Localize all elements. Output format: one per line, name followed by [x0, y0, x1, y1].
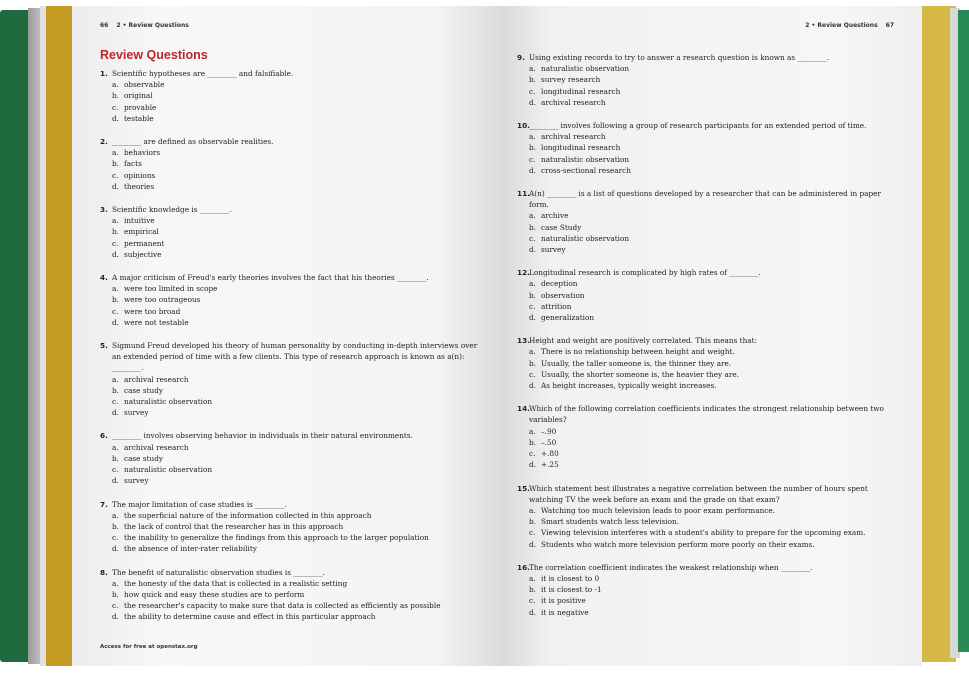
answer-option — [112, 385, 480, 396]
option-letter: a. — [529, 279, 536, 289]
option-text: survey — [124, 476, 149, 486]
question-number: 14. — [517, 404, 530, 414]
option-letter: d. — [529, 539, 536, 549]
option-text: Viewing television interferes with a student's ability to prepare for the upcoming exam. — [541, 528, 866, 538]
answer-options — [517, 573, 902, 618]
answer-option — [529, 233, 902, 244]
answer-options — [100, 283, 480, 328]
question-text: The correlation coefficient indicates the weakest relationship when ________. — [529, 562, 813, 572]
option-text: Smart students watch less television. — [541, 517, 680, 527]
answer-option — [529, 154, 902, 165]
option-letter: b. — [529, 75, 536, 85]
answer-option — [529, 437, 902, 448]
option-text: –.50 — [541, 437, 557, 447]
option-letter: b. — [112, 227, 119, 237]
answer-option — [529, 358, 902, 369]
question-number: 2. — [100, 137, 108, 147]
question-list-left — [100, 68, 480, 635]
answer-options — [517, 131, 902, 176]
option-letter: d. — [112, 113, 119, 123]
answer-option — [529, 210, 902, 221]
answer-option — [112, 102, 480, 113]
option-letter: d. — [529, 313, 536, 323]
option-text: it is closest to -1 — [541, 585, 602, 595]
right-running-head: 2 • Review Questions — [805, 22, 878, 29]
question-text: Height and weight are positively correlated. This means that: — [529, 336, 758, 346]
option-text: generalization — [541, 313, 595, 323]
option-letter: b. — [529, 143, 536, 153]
option-letter: d. — [112, 544, 119, 554]
answer-option — [529, 607, 902, 618]
option-text: it is negative — [541, 607, 589, 617]
book-spine-accent-left — [46, 6, 72, 666]
option-text: facts — [124, 159, 142, 169]
question-number: 16. — [517, 562, 530, 572]
question-item — [100, 204, 480, 260]
option-text: provable — [124, 102, 157, 112]
answer-option — [112, 532, 480, 543]
option-letter: a. — [112, 374, 119, 384]
answer-option — [529, 426, 902, 437]
option-letter: c. — [529, 233, 536, 243]
option-letter: b. — [529, 222, 536, 232]
option-letter: a. — [529, 426, 536, 436]
answer-option — [112, 521, 480, 532]
option-text: empirical — [124, 227, 159, 237]
answer-option — [529, 165, 902, 176]
option-letter: b. — [529, 358, 536, 368]
answer-option — [529, 527, 902, 538]
answer-option — [529, 63, 902, 74]
option-letter: a. — [112, 148, 119, 158]
answer-option — [529, 290, 902, 301]
option-text: case Study — [541, 222, 582, 232]
option-text: naturalistic observation — [541, 64, 630, 74]
answer-option — [529, 244, 902, 255]
option-text: original — [124, 91, 153, 101]
option-letter: b. — [112, 385, 119, 395]
question-item — [100, 499, 480, 555]
option-text: Watching too much television leads to poor exam performance. — [541, 505, 775, 515]
option-text: opinions — [124, 170, 156, 180]
option-text: naturalistic observation — [541, 154, 630, 164]
option-letter: a. — [112, 216, 119, 226]
option-text: +.25 — [541, 460, 559, 470]
option-letter: d. — [529, 165, 536, 175]
answer-option — [112, 306, 480, 317]
answer-option — [529, 459, 902, 470]
option-text: archival research — [541, 132, 606, 142]
option-text: the inability to generalize the findings from this approach to the larger population — [124, 533, 429, 543]
answer-option — [529, 278, 902, 289]
option-text: survey — [124, 408, 149, 418]
answer-options — [100, 442, 480, 487]
question-number: 15. — [517, 483, 530, 493]
answer-option — [529, 222, 902, 233]
question-line — [100, 499, 480, 510]
option-letter: b. — [529, 437, 536, 447]
option-letter: d. — [529, 607, 536, 617]
option-text: testable — [124, 113, 154, 123]
answer-option — [112, 510, 480, 521]
option-letter: c. — [529, 528, 536, 538]
option-letter: a. — [529, 573, 536, 583]
answer-option — [112, 147, 480, 158]
answer-option — [112, 113, 480, 124]
question-number: 6. — [100, 431, 108, 441]
option-text: the researcher's capacity to make sure that data is collected as efficiently as possible — [124, 601, 441, 611]
option-letter: c. — [529, 369, 536, 379]
option-letter: b. — [112, 453, 119, 463]
question-line — [517, 483, 902, 505]
answer-option — [112, 453, 480, 464]
question-item — [517, 120, 902, 176]
answer-options — [100, 374, 480, 419]
answer-options — [100, 147, 480, 192]
answer-options — [517, 426, 902, 471]
option-letter: a. — [529, 211, 536, 221]
answer-options — [100, 215, 480, 260]
option-text: Usually, the shorter someone is, the heavier they are. — [541, 369, 739, 379]
question-text: The major limitation of case studies is ________. — [112, 499, 287, 509]
option-text: it is closest to 0 — [541, 573, 600, 583]
answer-option — [529, 369, 902, 380]
answer-options — [100, 510, 480, 555]
question-item — [100, 272, 480, 328]
answer-option — [529, 595, 902, 606]
option-text: the honesty of the data that is collected in a realistic setting — [124, 578, 348, 588]
option-letter: c. — [529, 301, 536, 311]
option-letter: a. — [112, 80, 119, 90]
option-letter: c. — [112, 170, 119, 180]
left-page-number: 66 — [100, 22, 109, 29]
answer-option — [112, 543, 480, 554]
option-text: permanent — [124, 238, 165, 248]
option-text: observable — [124, 80, 165, 90]
left-page — [72, 6, 500, 666]
question-item — [517, 52, 902, 108]
option-text: were not testable — [124, 317, 189, 327]
left-running-head: 2 • Review Questions — [116, 22, 189, 29]
question-item — [517, 483, 902, 550]
option-text: attrition — [541, 301, 572, 311]
option-letter: a. — [112, 442, 119, 452]
right-page — [500, 6, 922, 666]
option-text: –.90 — [541, 426, 557, 436]
option-text: theories — [124, 181, 155, 191]
answer-options — [517, 505, 902, 550]
option-text: observation — [541, 290, 585, 300]
option-text: were too limited in scope — [124, 284, 218, 294]
answer-option — [112, 407, 480, 418]
question-line — [517, 403, 902, 425]
answer-option — [529, 346, 902, 357]
question-number: 4. — [100, 273, 108, 283]
answer-option — [112, 249, 480, 260]
question-item — [100, 136, 480, 192]
option-text: naturalistic observation — [541, 233, 630, 243]
answer-option — [112, 600, 480, 611]
option-letter: c. — [112, 397, 119, 407]
answer-option — [112, 79, 480, 90]
answer-option — [529, 131, 902, 142]
question-item — [517, 335, 902, 391]
option-letter: b. — [112, 589, 119, 599]
option-letter: c. — [529, 154, 536, 164]
answer-option — [112, 475, 480, 486]
answer-option — [529, 539, 902, 550]
option-letter: d. — [112, 181, 119, 191]
option-letter: c. — [529, 86, 536, 96]
question-text: Which of the following correlation coefficients indicates the strongest relationship between two variables? — [529, 404, 884, 425]
answer-option — [112, 283, 480, 294]
option-letter: c. — [112, 102, 119, 112]
question-line — [517, 52, 902, 63]
answer-option — [112, 158, 480, 169]
question-number: 11. — [517, 189, 530, 199]
answer-option — [112, 90, 480, 101]
question-line — [517, 188, 902, 210]
right-page-number: 67 — [885, 22, 894, 29]
option-text: +.80 — [541, 449, 559, 459]
option-letter: b. — [112, 295, 119, 305]
option-text: deception — [541, 279, 578, 289]
option-letter: b. — [529, 585, 536, 595]
answer-options — [517, 278, 902, 323]
option-text: intuitive — [124, 216, 155, 226]
option-letter: c. — [112, 306, 119, 316]
option-letter: a. — [529, 505, 536, 515]
question-number: 9. — [517, 53, 525, 62]
question-number: 8. — [100, 567, 108, 577]
answer-option — [112, 589, 480, 600]
right-page-header — [805, 22, 894, 29]
answer-options — [100, 578, 480, 623]
option-text: behaviors — [124, 148, 161, 158]
question-text: ________ involves following a group of research participants for an extended period of time. — [529, 121, 867, 131]
option-letter: c. — [529, 596, 536, 606]
question-text: A major criticism of Freud's early theories involves the fact that his theories ________. — [112, 273, 429, 283]
option-text: naturalistic observation — [124, 397, 213, 407]
option-letter: c. — [112, 533, 119, 543]
option-text: subjective — [124, 249, 162, 259]
question-line — [517, 335, 902, 346]
question-line — [517, 562, 902, 573]
option-letter: d. — [112, 317, 119, 327]
answer-option — [529, 301, 902, 312]
book-cover-right — [958, 10, 969, 652]
option-letter: c. — [112, 465, 119, 475]
answer-option — [112, 238, 480, 249]
option-text: were too outrageous — [124, 295, 201, 305]
option-text: the absence of inter-rater reliability — [124, 544, 257, 554]
question-item — [100, 430, 480, 486]
option-letter: a. — [529, 64, 536, 74]
option-letter: d. — [529, 245, 536, 255]
option-letter: d. — [529, 460, 536, 470]
option-text: case study — [124, 385, 163, 395]
option-text: archival research — [541, 97, 606, 107]
option-text: As height increases, typically weight increases. — [541, 381, 717, 391]
answer-option — [529, 584, 902, 595]
question-text: Which statement best illustrates a negative correlation between the number of hours spent watching TV the week before an exam and the grade on that exam? — [529, 483, 868, 504]
option-text: how quick and easy these studies are to perform — [124, 589, 305, 599]
answer-option — [112, 317, 480, 328]
question-line — [100, 136, 480, 147]
question-line — [517, 267, 902, 278]
option-text: Students who watch more television perform more poorly on their exams. — [541, 539, 815, 549]
option-text: Usually, the taller someone is, the thinner they are. — [541, 358, 732, 368]
answer-option — [529, 516, 902, 527]
option-letter: d. — [529, 97, 536, 107]
answer-option — [112, 294, 480, 305]
question-item — [517, 562, 902, 618]
option-letter: c. — [112, 601, 119, 611]
question-text: Longitudinal research is complicated by high rates of ________. — [529, 268, 761, 278]
option-letter: b. — [112, 159, 119, 169]
answer-options — [517, 210, 902, 255]
answer-option — [529, 97, 902, 108]
question-line — [100, 430, 480, 441]
answer-option — [112, 170, 480, 181]
option-text: survey research — [541, 75, 601, 85]
option-text: the ability to determine cause and effect in this particular approach — [124, 612, 376, 622]
answer-option — [112, 374, 480, 385]
option-text: cross-sectional research — [541, 165, 631, 175]
option-letter: d. — [112, 408, 119, 418]
answer-option — [112, 611, 480, 622]
question-text: A(n) ________ is a list of questions developed by a researcher that can be administered in paper form. — [529, 189, 881, 210]
option-text: longitudinal research — [541, 143, 621, 153]
option-text: were too broad — [124, 306, 181, 316]
question-list-right — [517, 52, 902, 630]
answer-option — [112, 442, 480, 453]
option-text: longitudinal research — [541, 86, 621, 96]
question-number: 7. — [100, 499, 108, 509]
answer-option — [112, 578, 480, 589]
answer-option — [529, 312, 902, 323]
answer-option — [529, 448, 902, 459]
question-item — [517, 403, 902, 470]
question-line — [100, 567, 480, 578]
option-text: archive — [541, 211, 569, 221]
question-number: 3. — [100, 205, 108, 215]
answer-option — [529, 505, 902, 516]
option-text: archival research — [124, 374, 189, 384]
page-footer: Access for free at openstax.org — [100, 644, 198, 650]
question-number: 10. — [517, 121, 530, 131]
answer-option — [112, 226, 480, 237]
answer-option — [529, 380, 902, 391]
question-line — [517, 120, 902, 131]
option-text: survey — [541, 245, 566, 255]
question-item — [100, 340, 480, 418]
option-letter: c. — [529, 449, 536, 459]
option-letter: d. — [112, 476, 119, 486]
left-page-header — [100, 22, 189, 29]
question-line — [100, 204, 480, 215]
question-text: Sigmund Freud developed his theory of human personality by conducting in-depth interviews over an extended period of time with a few clients. This type of research approach is known as a(n): ________. — [112, 341, 478, 373]
option-letter: d. — [112, 612, 119, 622]
answer-options — [517, 63, 902, 108]
option-letter: b. — [112, 521, 119, 531]
question-item — [517, 267, 902, 323]
question-text: ________ involves observing behavior in individuals in their natural environments. — [112, 431, 413, 441]
question-item — [100, 68, 480, 124]
option-text: archival research — [124, 442, 189, 452]
question-number: 1. — [100, 69, 108, 78]
answer-option — [112, 464, 480, 475]
question-item — [517, 188, 902, 255]
option-letter: b. — [112, 91, 119, 101]
option-text: There is no relationship between height and weight. — [541, 347, 735, 357]
option-letter: d. — [529, 381, 536, 391]
option-letter: c. — [112, 238, 119, 248]
option-text: the superficial nature of the information collected in this approach — [124, 510, 372, 520]
question-number: 13. — [517, 336, 530, 346]
question-text: ________ are defined as observable realities. — [112, 137, 274, 147]
question-text: Using existing records to try to answer a research question is known as ________. — [529, 53, 829, 62]
answer-option — [112, 181, 480, 192]
answer-options — [100, 79, 480, 124]
question-text: Scientific hypotheses are ________ and falsifiable. — [112, 69, 294, 78]
question-text: The benefit of naturalistic observation studies is ________. — [112, 567, 325, 577]
section-title: Review Questions — [100, 48, 208, 62]
question-number: 5. — [100, 341, 108, 351]
question-line — [100, 272, 480, 283]
option-letter: a. — [529, 132, 536, 142]
option-letter: a. — [529, 347, 536, 357]
option-letter: a. — [112, 510, 119, 520]
answer-option — [529, 573, 902, 584]
option-letter: d. — [112, 249, 119, 259]
question-text: Scientific knowledge is ________. — [112, 205, 232, 215]
question-item — [100, 567, 480, 623]
answer-option — [112, 396, 480, 407]
option-letter: b. — [529, 517, 536, 527]
question-number: 12. — [517, 268, 530, 278]
question-line — [100, 340, 480, 374]
option-text: case study — [124, 453, 163, 463]
answer-option — [529, 142, 902, 153]
answer-option — [112, 215, 480, 226]
option-letter: a. — [112, 284, 119, 294]
book-cover-left — [0, 10, 30, 662]
option-text: naturalistic observation — [124, 465, 213, 475]
answer-options — [517, 346, 902, 391]
option-text: it is positive — [541, 596, 586, 606]
option-letter: a. — [112, 578, 119, 588]
answer-option — [529, 86, 902, 97]
question-line — [100, 68, 480, 79]
answer-option — [529, 74, 902, 85]
option-letter: b. — [529, 290, 536, 300]
option-text: the lack of control that the researcher has in this approach — [124, 521, 344, 531]
